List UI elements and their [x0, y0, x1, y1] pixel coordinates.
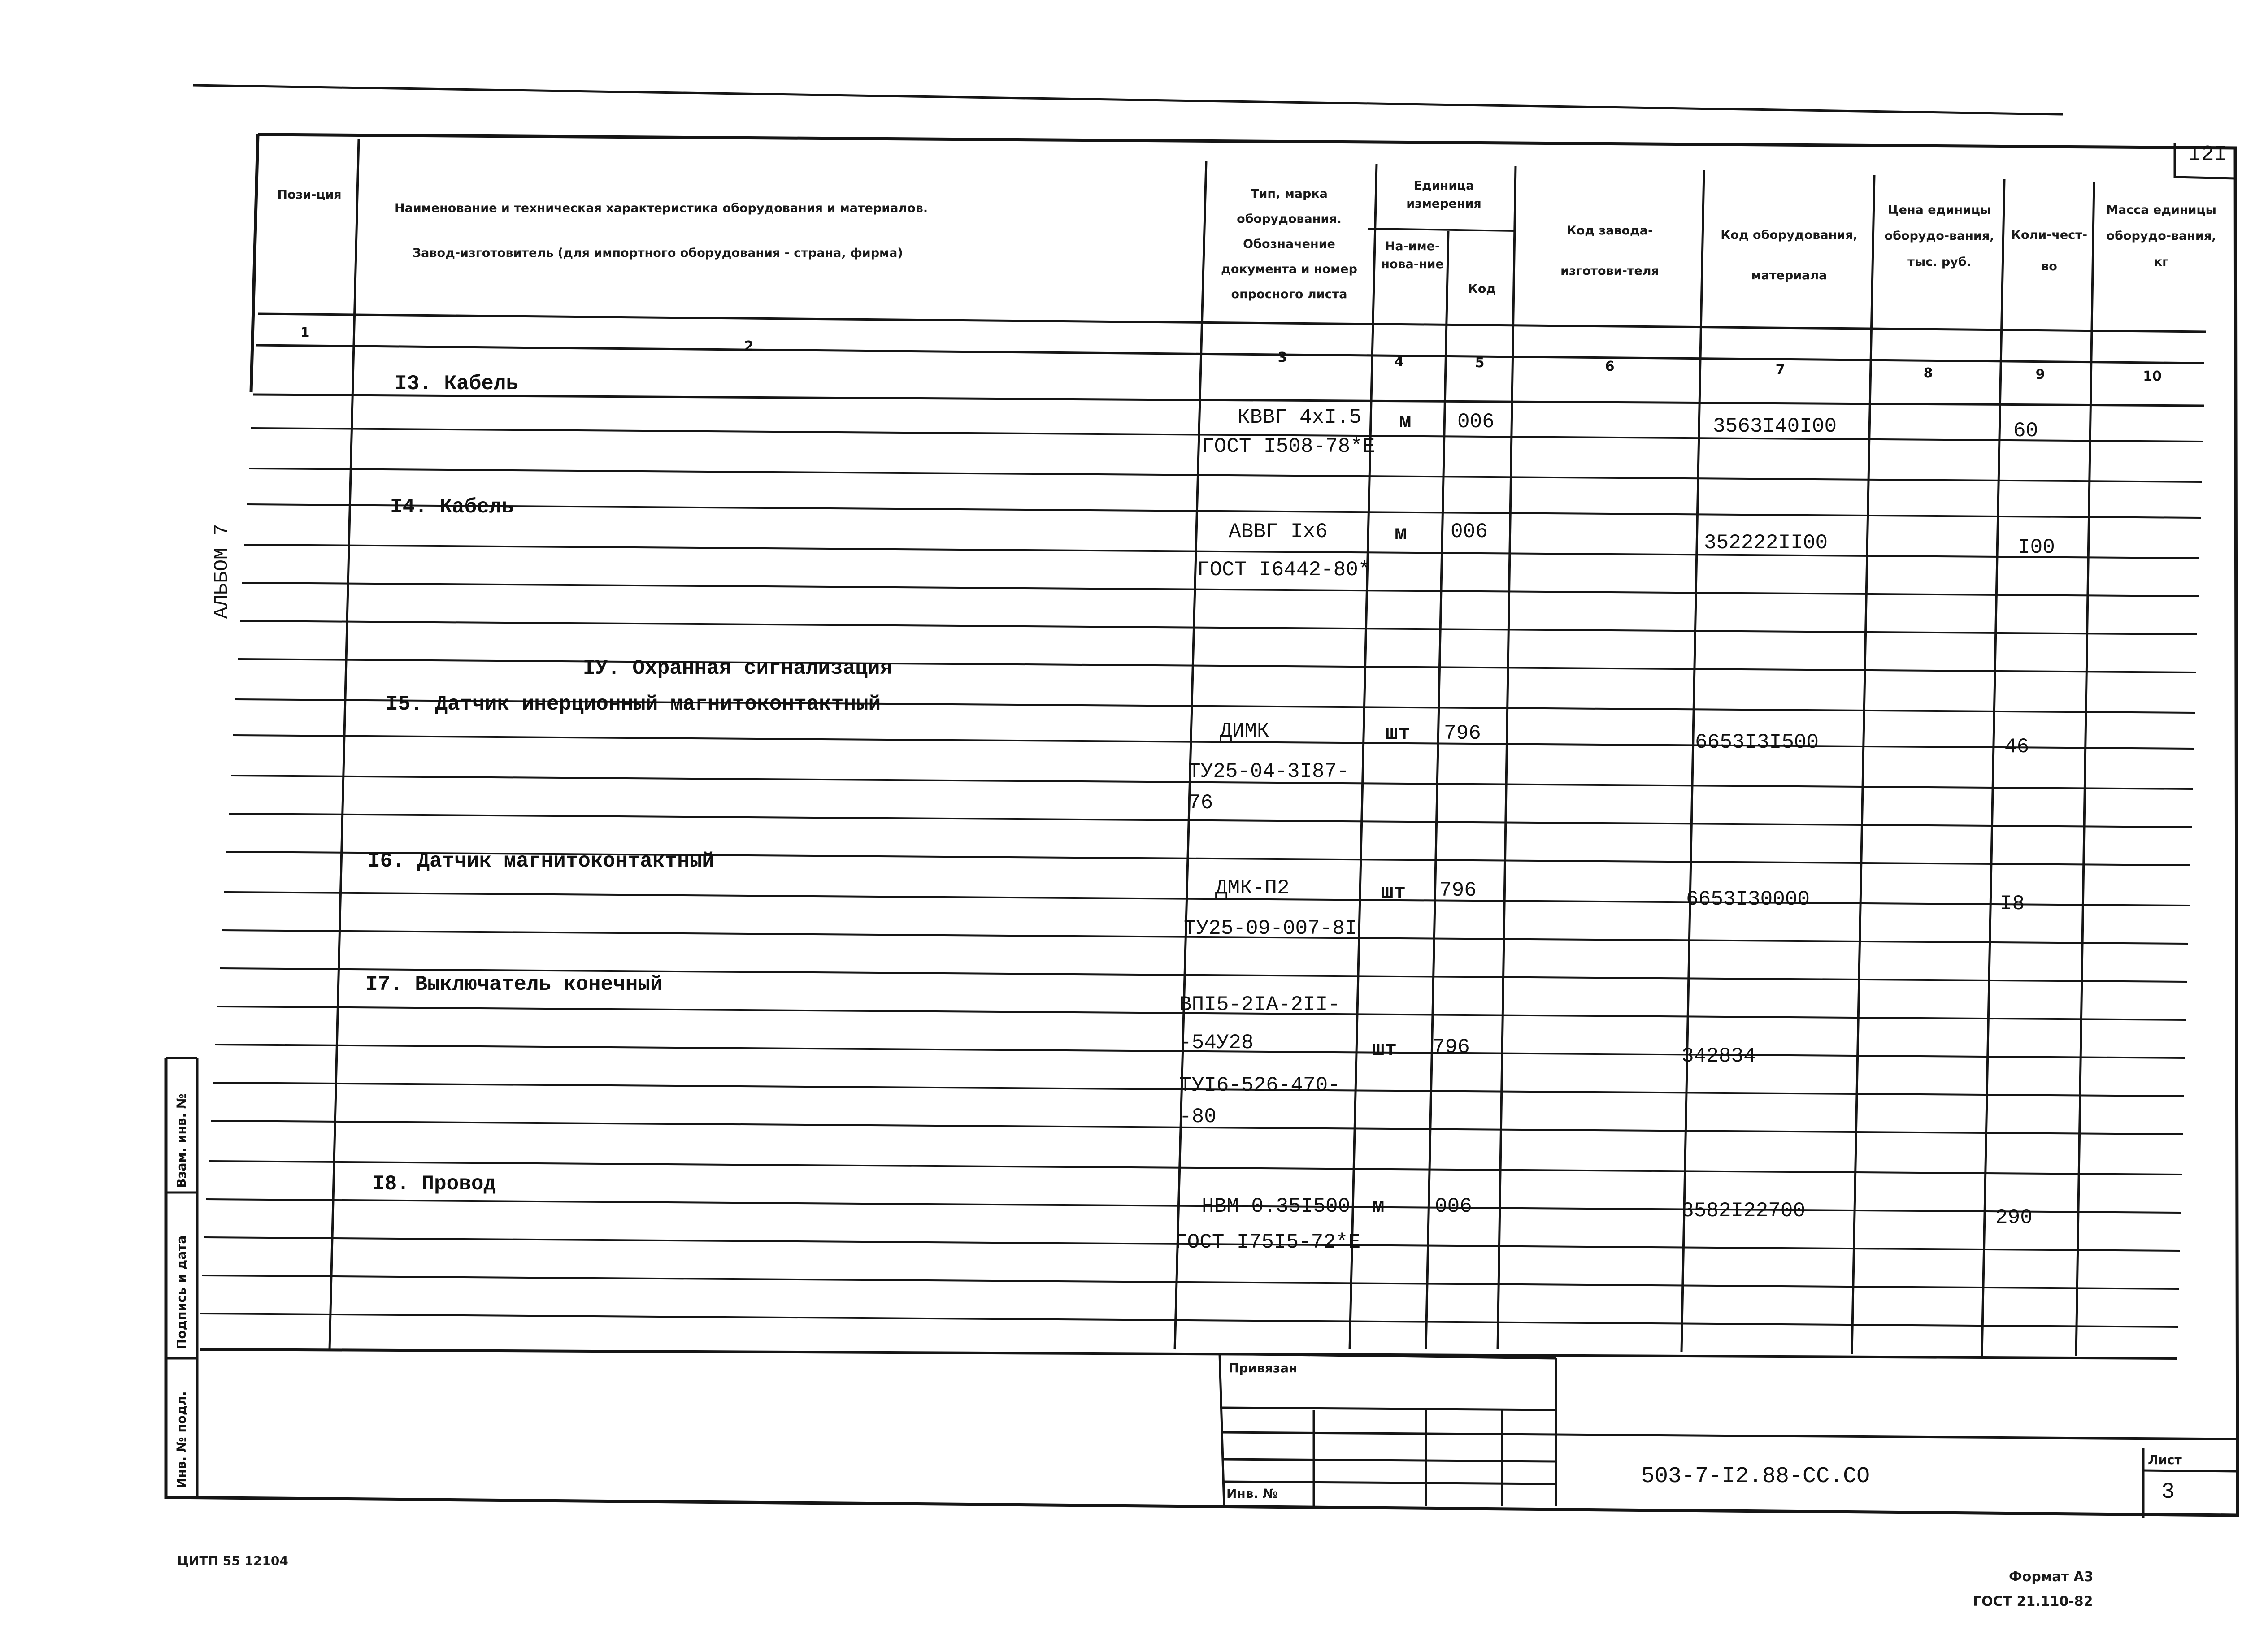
header-type: Тип, марка оборудования. Обозначение документа и номер опросного листа — [1221, 187, 1357, 301]
row14-unit: м — [1395, 522, 1407, 546]
header-price: Цена единицы оборудо-вания, тыс. руб. — [1884, 203, 1994, 269]
row13-unit: м — [1399, 410, 1412, 434]
row16-type: ДМК-П2 — [1215, 876, 1290, 900]
colnum-3: 3 — [1277, 350, 1287, 365]
colnum-5: 5 — [1475, 355, 1485, 371]
row16-mat-code: 6653I30000 — [1686, 888, 1810, 911]
row13-code: 006 — [1457, 410, 1495, 434]
header-position: Пози-ция — [277, 188, 342, 202]
footer-gost: ГОСТ 21.110-82 — [1973, 1594, 2093, 1609]
row17-type2: -54У28 — [1179, 1031, 1254, 1054]
row14-type2: ГОСТ I6442-80* — [1197, 558, 1371, 581]
sheet-label: Лист — [2148, 1453, 2182, 1467]
row17-name: I7. Выключатель конечный — [365, 973, 663, 996]
colnum-8: 8 — [1923, 365, 1933, 381]
row14-code: 006 — [1451, 520, 1488, 543]
side-label-vzam: Взам. инв. № — [174, 1093, 189, 1188]
row15-code: 796 — [1444, 722, 1481, 745]
header-manufacturer-code: Код завода-изготови-теля — [1560, 224, 1659, 278]
row16-type2: ТУ25-09-007-8I — [1184, 917, 1357, 940]
row18-unit: м — [1372, 1195, 1385, 1218]
album-label: АЛЬБОМ 7 — [211, 524, 233, 619]
row16-code: 796 — [1439, 879, 1477, 902]
row17-type: ВПI5-2IА-2II- — [1179, 993, 1340, 1016]
colnum-7: 7 — [1775, 362, 1785, 378]
page-number: I2I — [2188, 143, 2227, 167]
row15-mat-code: 6653I3I500 — [1695, 731, 1819, 754]
row17-type4: -80 — [1179, 1105, 1217, 1128]
row14-type: АВВГ Iх6 — [1229, 520, 1328, 543]
colnum-2: 2 — [744, 338, 754, 354]
colnum-4: 4 — [1394, 354, 1404, 370]
header-unit-name: На-име-нова-ние — [1381, 239, 1444, 271]
colnum-6: 6 — [1605, 359, 1615, 374]
row15-type2: ТУ25-04-3I87- — [1188, 760, 1349, 783]
row17-type3: ТУI6-526-470- — [1179, 1074, 1340, 1097]
header-mass: Масса единицы оборудо-вания, кг — [2106, 203, 2216, 269]
section-title: IУ. Охранная сигнализация — [583, 657, 893, 680]
header-name-line2: Завод-изготовитель (для импортного оборудования - страна, фирма) — [413, 246, 903, 260]
footer-left-code: ЦИТП 55 12104 — [177, 1553, 288, 1568]
sheet-number: 3 — [2161, 1479, 2175, 1505]
header-unit-group: Единица измерения — [1406, 179, 1482, 211]
header-quantity: Коли-чест-во — [2011, 228, 2088, 273]
header-material-code: Код оборудования, материала — [1721, 228, 1858, 282]
row13-type: КВВГ 4хI.5 — [1238, 406, 1362, 429]
row18-type: НВМ-0.35I500 — [1202, 1195, 1351, 1218]
row15-qty: 46 — [2004, 735, 2029, 759]
row14-qty: I00 — [2018, 536, 2055, 559]
row13-type2: ГОСТ I508-78*Е — [1202, 435, 1375, 458]
row16-name: I6. Датчик магнитоконтактный — [368, 850, 714, 873]
footer-format: Формат А3 — [2009, 1569, 2094, 1585]
row16-unit: шт — [1381, 881, 1406, 904]
row13-mat-code: 3563I40I00 — [1713, 415, 1837, 438]
side-label-podpis: Подпись и дата — [174, 1235, 189, 1349]
header-name-line1: Наименование и техническая характеристика оборудования и материалов. — [395, 201, 928, 215]
stamp-inv: Инв. № — [1226, 1486, 1278, 1501]
colnum-9: 9 — [2035, 367, 2045, 382]
stamp-privyazan: Привязан — [1229, 1361, 1298, 1375]
row18-code: 006 — [1435, 1195, 1472, 1218]
row13-name: I3. Кабель — [395, 372, 519, 395]
row15-unit: шт — [1386, 722, 1411, 745]
row15-name: I5. Датчик инерционный магнитоконтактный — [386, 693, 881, 716]
row15-type: ДИМК — [1220, 720, 1269, 743]
row17-unit: шт — [1372, 1038, 1397, 1061]
header-unit-code: Код — [1468, 282, 1496, 296]
row17-mat-code: 342834 — [1682, 1045, 1756, 1068]
row14-mat-code: 352222II00 — [1704, 531, 1828, 555]
row18-name: I8. Провод — [372, 1172, 496, 1196]
row17-code: 796 — [1433, 1036, 1470, 1059]
row13-qty: 60 — [2013, 419, 2038, 442]
row18-qty: 290 — [1995, 1206, 2033, 1229]
row18-mat-code: 3582I22700 — [1682, 1199, 1806, 1223]
row14-name: I4. Кабель — [390, 495, 514, 519]
colnum-10: 10 — [2143, 369, 2162, 384]
row15-type3: 76 — [1188, 791, 1213, 815]
document-code: 503-7-I2.88-СС.СО — [1641, 1464, 1870, 1489]
row16-qty: I8 — [2000, 892, 2025, 915]
colnum-1: 1 — [300, 325, 310, 341]
side-label-inv-podl: Инв. № подл. — [174, 1391, 189, 1488]
row18-type2: ГОСТ I75I5-72*Е — [1175, 1231, 1361, 1254]
